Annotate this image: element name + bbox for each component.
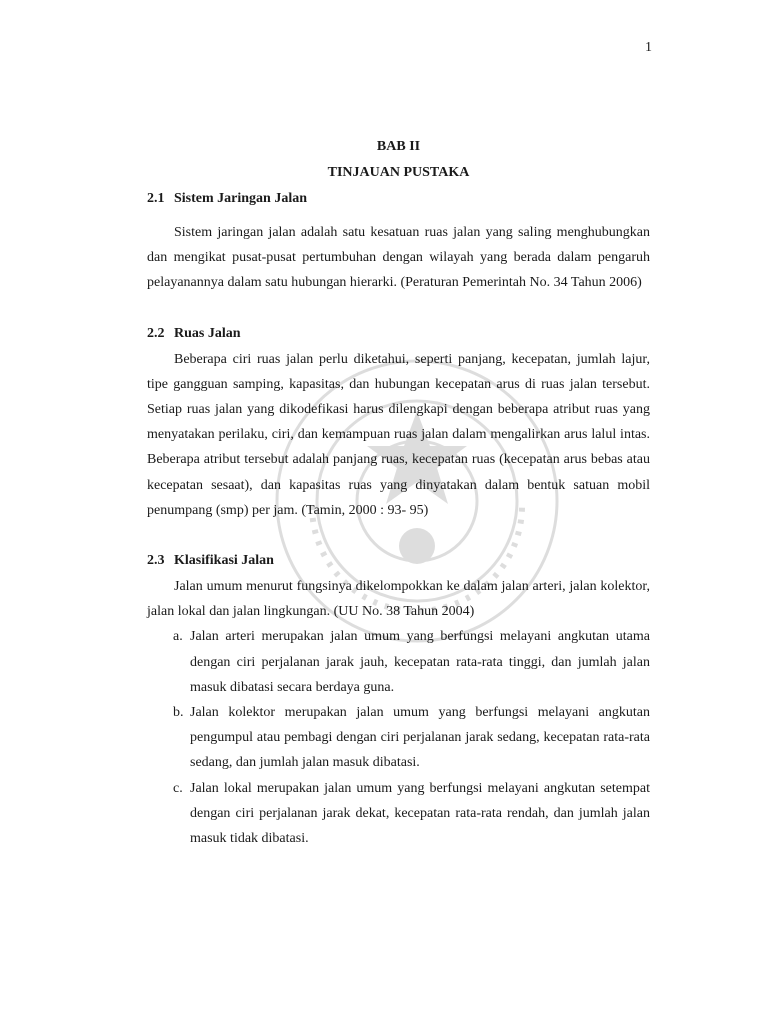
list-item — [147, 624, 650, 700]
section-title: Ruas Jalan — [174, 325, 241, 341]
list-item — [147, 700, 650, 776]
list-marker: c. — [173, 780, 183, 796]
paragraph: Beberapa ciri ruas jalan perlu diketahui, seperti panjang, kecepatan, jumlah lajur, tipe gangguan samping, kapasitas, dan hubungan kecepatan arus di ruas jalan tersebut. Setiap ruas jalan yang dikodefikasi harus dilengkapi dengan beberapa atribut ruas yang menyatakan perilaku, ciri, dan kemampuan ruas jalan dalam mengalirkan arus lalul intas. Beberapa atribut tersebut adalah panjang ruas, kecepatan ruas (kecepatan arus bebas atau kecepatan sesaat), dan kapasitas ruas yang dinyatakan dalam bentuk satuan mobil penumpang (smp) per jam. (Tamin, 2000 : 93- 95) — [147, 351, 650, 518]
section-title: Klasifikasi Jalan — [174, 553, 274, 569]
list-marker: a. — [173, 629, 183, 645]
list-item-text: Jalan arteri merupakan jalan umum yang berfungsi melayani angkutan utama dengan ciri perjalanan jarak jauh, kecepatan rata-rata tinggi, dan jumlah jalan masuk dibatasi secara berdaya guna. — [190, 629, 650, 695]
section-number: 2.2 — [147, 325, 165, 341]
list-item-text: Jalan lokal merupakan jalan umum yang berfungsi melayani angkutan setempat dengan ciri perjalanan jarak dekat, kecepatan rata-rata rendah, dan jumlah jalan masuk tidak dibatasi. — [190, 780, 650, 847]
section-heading — [147, 321, 650, 347]
document-body — [147, 134, 650, 851]
classification-list — [147, 624, 650, 851]
section-heading — [147, 186, 650, 212]
list-item — [147, 776, 650, 852]
section-title: Sistem Jaringan Jalan — [174, 191, 308, 206]
list-marker: b. — [173, 705, 184, 721]
chapter-label: BAB II — [376, 139, 421, 154]
page-number: 1 — [645, 40, 652, 55]
list-item-text: Jalan kolektor merupakan jalan umum yang berfungsi melayani angkutan pengumpul atau pembagi dengan ciri perjalanan jarak sedang, kecepatan rata-rata sedang, dan jumlah jalan masuk dibatasi. — [190, 705, 650, 771]
section-number: 2.3 — [147, 553, 165, 569]
section-heading — [147, 548, 650, 574]
paragraph: Jalan umum menurut fungsinya dikelompokkan ke dalam jalan arteri, jalan kolektor, jalan lokal dan jalan lingkungan. (UU No. 38 Tahun 2004) — [147, 579, 650, 620]
section-number: 2.1 — [147, 191, 165, 206]
chapter-title: TINJAUAN PUSTAKA — [327, 165, 470, 180]
paragraph: Sistem jaringan jalan adalah satu kesatuan ruas jalan yang saling menghubungkan dan mengikat pusat-pusat pertumbuhan dengan wilayah yang berada dalam pengaruh pelayanannya dalam satu hubungan hierarki. (Peraturan Pemerintah No. 34 Tahun 2006) — [147, 225, 650, 291]
